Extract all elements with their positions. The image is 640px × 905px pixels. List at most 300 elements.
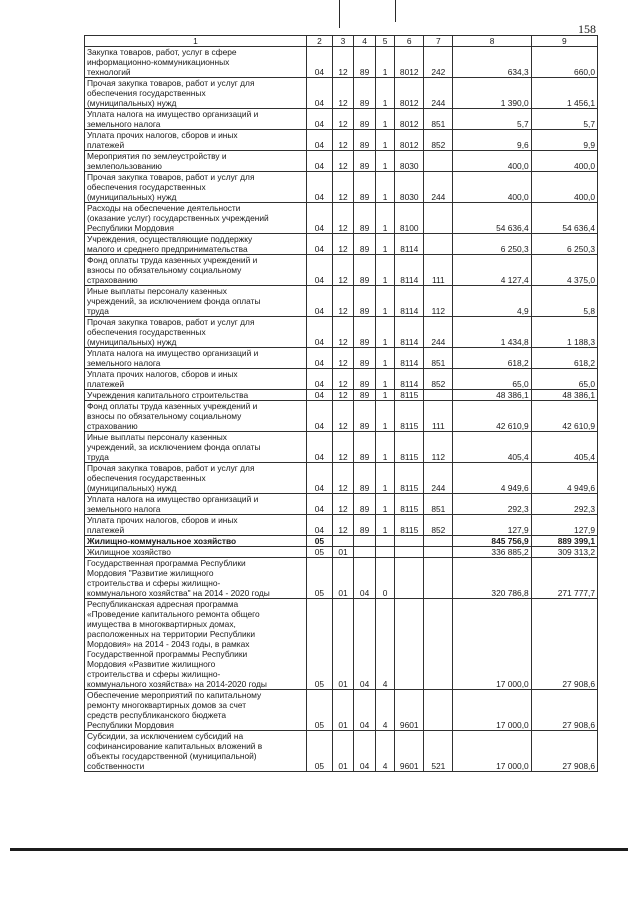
row-description (85, 390, 307, 401)
table-row (85, 317, 598, 348)
description-line: коммунального хозяйства" на 2014 - 2020 годы (87, 588, 270, 598)
code-c4: 89 (354, 286, 376, 317)
table-row (85, 286, 598, 317)
row-description (85, 369, 307, 390)
description-line: Прочая закупка товаров, работ и услуг для (87, 317, 255, 327)
row-description (85, 463, 307, 494)
code-c5: 1 (376, 432, 395, 463)
code-c5: 1 (376, 348, 395, 369)
code-c7 (424, 558, 453, 599)
code-c3: 12 (332, 494, 353, 515)
code-c5: 1 (376, 234, 395, 255)
code-c3: 12 (332, 348, 353, 369)
description-line: земельного налога (87, 358, 161, 368)
table-row (85, 390, 598, 401)
column-header: 7 (424, 36, 453, 47)
description-line: Уплата прочих налогов, сборов и иных (87, 130, 238, 140)
code-c2: 04 (306, 47, 332, 78)
row-description (85, 286, 307, 317)
code-c7: 852 (424, 130, 453, 151)
table-row (85, 130, 598, 151)
code-c3 (332, 536, 353, 547)
code-c4: 89 (354, 203, 376, 234)
description-line: софинансирование капитальных вложений в (87, 741, 263, 751)
code-c3: 12 (332, 463, 353, 494)
amount-c8: 9,6 (453, 130, 531, 151)
row-description (85, 78, 307, 109)
description-line: Прочая закупка товаров, работ и услуг для (87, 172, 255, 182)
code-c7: 244 (424, 463, 453, 494)
budget-table (84, 35, 598, 772)
code-c2: 05 (306, 731, 332, 772)
code-c7 (424, 547, 453, 558)
table-row (85, 690, 598, 731)
description-line: учреждений, за исключением фонда оплаты (87, 442, 261, 452)
description-line: «Проведение капитального ремонта общего (87, 609, 260, 619)
code-c7 (424, 599, 453, 690)
row-description (85, 599, 307, 690)
description-line: строительства и сферы жилищно- (87, 578, 221, 588)
column-header: 9 (531, 36, 597, 47)
code-c4: 89 (354, 130, 376, 151)
code-c4: 89 (354, 390, 376, 401)
row-description (85, 172, 307, 203)
code-c4: 89 (354, 432, 376, 463)
code-c6 (395, 599, 424, 690)
code-c6: 8114 (395, 348, 424, 369)
code-c6: 8115 (395, 401, 424, 432)
column-header: 6 (395, 36, 424, 47)
scan-mark-top-2 (395, 0, 396, 22)
code-c5: 1 (376, 130, 395, 151)
amount-c9: 27 908,6 (531, 690, 597, 731)
code-c6 (395, 536, 424, 547)
code-c5: 1 (376, 369, 395, 390)
column-header: 5 (376, 36, 395, 47)
row-description (85, 558, 307, 599)
amount-c9: 309 313,2 (531, 547, 597, 558)
code-c4: 89 (354, 109, 376, 130)
code-c4: 04 (354, 731, 376, 772)
code-c3: 12 (332, 255, 353, 286)
code-c7: 112 (424, 432, 453, 463)
amount-c9: 9,9 (531, 130, 597, 151)
code-c4: 89 (354, 348, 376, 369)
description-line: технологий (87, 67, 131, 77)
code-c4: 89 (354, 494, 376, 515)
code-c3: 12 (332, 432, 353, 463)
code-c7: 242 (424, 47, 453, 78)
amount-c8: 634,3 (453, 47, 531, 78)
code-c2: 04 (306, 286, 332, 317)
amount-c8: 48 386,1 (453, 390, 531, 401)
code-c6: 8114 (395, 286, 424, 317)
description-line: труда (87, 306, 109, 316)
code-c7: 112 (424, 286, 453, 317)
code-c3: 01 (332, 547, 353, 558)
description-line: Уплата налога на имущество организаций и (87, 494, 259, 504)
column-header: 4 (354, 36, 376, 47)
amount-c8: 54 636,4 (453, 203, 531, 234)
code-c6: 8030 (395, 151, 424, 172)
table-row (85, 172, 598, 203)
code-c6: 8115 (395, 432, 424, 463)
description-line: обеспечения государственных (87, 473, 206, 483)
amount-c9: 127,9 (531, 515, 597, 536)
page-bottom-rule (10, 848, 628, 851)
description-line: (муниципальных) нужд (87, 192, 177, 202)
row-description (85, 109, 307, 130)
row-description (85, 536, 307, 547)
code-c5: 1 (376, 47, 395, 78)
amount-c8: 4,9 (453, 286, 531, 317)
code-c4: 89 (354, 234, 376, 255)
code-c4: 89 (354, 78, 376, 109)
column-header: 8 (453, 36, 531, 47)
row-description (85, 255, 307, 286)
code-c7: 852 (424, 515, 453, 536)
code-c7: 852 (424, 369, 453, 390)
code-c4 (354, 536, 376, 547)
code-c2: 04 (306, 369, 332, 390)
code-c5: 1 (376, 463, 395, 494)
code-c4 (354, 547, 376, 558)
description-line: Мероприятия по землеустройству и (87, 151, 227, 161)
code-c2: 05 (306, 536, 332, 547)
amount-c9: 6 250,3 (531, 234, 597, 255)
description-line: земельного налога (87, 119, 161, 129)
description-line: Учреждения, осуществляющие поддержку (87, 234, 253, 244)
amount-c8: 17 000,0 (453, 731, 531, 772)
table-row (85, 401, 598, 432)
description-line: Мордовия "Развитие жилищного (87, 568, 214, 578)
code-c2: 04 (306, 255, 332, 286)
table-row (85, 515, 598, 536)
amount-c8: 17 000,0 (453, 599, 531, 690)
amount-c8: 65,0 (453, 369, 531, 390)
amount-c9: 271 777,7 (531, 558, 597, 599)
table-row (85, 536, 598, 547)
amount-c9: 54 636,4 (531, 203, 597, 234)
code-c6: 8012 (395, 130, 424, 151)
amount-c8: 4 949,6 (453, 463, 531, 494)
amount-c8: 1 434,8 (453, 317, 531, 348)
code-c5: 1 (376, 494, 395, 515)
amount-c9: 400,0 (531, 151, 597, 172)
code-c3: 12 (332, 401, 353, 432)
code-c5: 4 (376, 731, 395, 772)
code-c7 (424, 234, 453, 255)
description-line: взносы по обязательному социальному (87, 265, 242, 275)
table-row (85, 463, 598, 494)
description-line: Иные выплаты персоналу казенных (87, 432, 227, 442)
code-c7: 521 (424, 731, 453, 772)
code-c3: 12 (332, 317, 353, 348)
code-c2: 04 (306, 234, 332, 255)
code-c3: 01 (332, 690, 353, 731)
code-c2: 04 (306, 172, 332, 203)
amount-c9: 618,2 (531, 348, 597, 369)
code-c7: 851 (424, 109, 453, 130)
description-line: (оказание услуг) государственных учреждений (87, 213, 269, 223)
code-c5 (376, 536, 395, 547)
row-description (85, 348, 307, 369)
description-line: Республиканская адресная программа (87, 599, 239, 609)
code-c3: 12 (332, 515, 353, 536)
code-c7 (424, 151, 453, 172)
amount-c9: 405,4 (531, 432, 597, 463)
description-line: (муниципальных) нужд (87, 483, 177, 493)
row-description (85, 151, 307, 172)
code-c5: 4 (376, 690, 395, 731)
amount-c9: 660,0 (531, 47, 597, 78)
code-c7 (424, 203, 453, 234)
description-line: обеспечения государственных (87, 88, 206, 98)
row-description (85, 401, 307, 432)
amount-c9: 400,0 (531, 172, 597, 203)
header-row (85, 36, 598, 47)
amount-c8: 4 127,4 (453, 255, 531, 286)
code-c6: 8115 (395, 515, 424, 536)
code-c5: 1 (376, 109, 395, 130)
code-c5: 1 (376, 390, 395, 401)
description-line: труда (87, 452, 109, 462)
code-c2: 04 (306, 78, 332, 109)
description-line: имущества в многоквартирных домах, (87, 619, 236, 629)
code-c2: 04 (306, 317, 332, 348)
code-c2: 04 (306, 151, 332, 172)
table-row (85, 731, 598, 772)
code-c3: 12 (332, 203, 353, 234)
code-c2: 04 (306, 109, 332, 130)
code-c3: 12 (332, 286, 353, 317)
code-c2: 05 (306, 690, 332, 731)
row-description (85, 432, 307, 463)
code-c6: 8115 (395, 390, 424, 401)
row-description (85, 515, 307, 536)
description-line: (муниципальных) нужд (87, 98, 177, 108)
code-c6: 8114 (395, 369, 424, 390)
code-c3: 01 (332, 731, 353, 772)
code-c3: 12 (332, 78, 353, 109)
code-c4: 89 (354, 463, 376, 494)
table-row (85, 78, 598, 109)
description-line: Государственной программы Республики (87, 649, 248, 659)
amount-c8: 1 390,0 (453, 78, 531, 109)
table-row (85, 494, 598, 515)
code-c6: 9601 (395, 731, 424, 772)
description-line: Обеспечение мероприятий по капитальному (87, 690, 262, 700)
code-c2: 04 (306, 130, 332, 151)
code-c5: 1 (376, 172, 395, 203)
code-c6: 8030 (395, 172, 424, 203)
code-c6: 9601 (395, 690, 424, 731)
table-row (85, 558, 598, 599)
row-description (85, 731, 307, 772)
amount-c8: 292,3 (453, 494, 531, 515)
amount-c8: 618,2 (453, 348, 531, 369)
code-c4: 04 (354, 558, 376, 599)
code-c2: 04 (306, 203, 332, 234)
description-line: Жилищно-коммунальное хозяйство (87, 536, 237, 546)
row-description (85, 494, 307, 515)
code-c4: 89 (354, 47, 376, 78)
code-c6: 8115 (395, 463, 424, 494)
code-c6 (395, 558, 424, 599)
description-line: обеспечения государственных (87, 182, 206, 192)
code-c7: 111 (424, 255, 453, 286)
row-description (85, 234, 307, 255)
table-row (85, 369, 598, 390)
code-c2: 05 (306, 547, 332, 558)
description-line: Субсидии, за исключением субсидий на (87, 731, 244, 741)
code-c4: 89 (354, 317, 376, 348)
code-c2: 04 (306, 390, 332, 401)
amount-c8: 320 786,8 (453, 558, 531, 599)
code-c6: 8012 (395, 47, 424, 78)
description-line: средств республиканского бюджета (87, 710, 227, 720)
row-description (85, 203, 307, 234)
table-row (85, 255, 598, 286)
description-line: Мордовия» на 2014 - 2043 годы, в рамках (87, 639, 250, 649)
code-c6 (395, 547, 424, 558)
description-line: строительства и сферы жилищно- (87, 669, 221, 679)
code-c6: 8115 (395, 494, 424, 515)
code-c7: 244 (424, 172, 453, 203)
description-line: Государственная программа Республики (87, 558, 246, 568)
code-c7 (424, 536, 453, 547)
scan-mark-top (339, 0, 340, 28)
code-c3: 01 (332, 599, 353, 690)
code-c6: 8012 (395, 109, 424, 130)
description-line: обеспечения государственных (87, 327, 206, 337)
code-c6: 8114 (395, 234, 424, 255)
amount-c9: 889 399,1 (531, 536, 597, 547)
amount-c8: 845 756,9 (453, 536, 531, 547)
description-line: взносы по обязательному социальному (87, 411, 242, 421)
code-c5: 1 (376, 151, 395, 172)
code-c3: 12 (332, 369, 353, 390)
description-line: платежей (87, 525, 125, 535)
description-line: землепользованию (87, 161, 162, 171)
table-row (85, 203, 598, 234)
code-c5: 1 (376, 515, 395, 536)
table-row (85, 234, 598, 255)
amount-c8: 336 885,2 (453, 547, 531, 558)
amount-c8: 400,0 (453, 172, 531, 203)
amount-c8: 17 000,0 (453, 690, 531, 731)
description-line: Уплата налога на имущество организаций и (87, 348, 259, 358)
description-line: Учреждения капитального строительства (87, 390, 249, 400)
description-line: Прочая закупка товаров, работ и услуг для (87, 463, 255, 473)
description-line: земельного налога (87, 504, 161, 514)
code-c3: 12 (332, 130, 353, 151)
amount-c8: 405,4 (453, 432, 531, 463)
row-description (85, 690, 307, 731)
code-c3: 12 (332, 151, 353, 172)
description-line: информационно-коммуникационных (87, 57, 230, 67)
code-c4: 89 (354, 515, 376, 536)
table-row (85, 432, 598, 463)
table-row (85, 348, 598, 369)
code-c5: 1 (376, 317, 395, 348)
code-c5: 1 (376, 78, 395, 109)
code-c7: 851 (424, 348, 453, 369)
code-c7 (424, 390, 453, 401)
code-c3: 12 (332, 172, 353, 203)
table-body (85, 36, 598, 772)
amount-c9: 65,0 (531, 369, 597, 390)
amount-c8: 400,0 (453, 151, 531, 172)
code-c4: 89 (354, 255, 376, 286)
table-row (85, 47, 598, 78)
row-description (85, 547, 307, 558)
amount-c9: 42 610,9 (531, 401, 597, 432)
code-c5: 1 (376, 401, 395, 432)
amount-c9: 48 386,1 (531, 390, 597, 401)
description-line: Расходы на обеспечение деятельности (87, 203, 241, 213)
code-c3: 01 (332, 558, 353, 599)
column-header: 2 (306, 36, 332, 47)
description-line: ремонту многоквартирных домов за счет (87, 700, 247, 710)
amount-c9: 27 908,6 (531, 599, 597, 690)
description-line: Фонд оплаты труда казенных учреждений и (87, 401, 258, 411)
code-c7: 111 (424, 401, 453, 432)
code-c4: 04 (354, 690, 376, 731)
code-c7: 244 (424, 78, 453, 109)
amount-c9: 27 908,6 (531, 731, 597, 772)
code-c4: 89 (354, 369, 376, 390)
code-c2: 04 (306, 463, 332, 494)
page-number: 158 (578, 22, 596, 36)
description-line: платежей (87, 379, 125, 389)
description-line: учреждений, за исключением фонда оплаты (87, 296, 261, 306)
code-c2: 05 (306, 599, 332, 690)
code-c2: 05 (306, 558, 332, 599)
amount-c9: 1 456,1 (531, 78, 597, 109)
table-row (85, 599, 598, 690)
description-line: Прочая закупка товаров, работ и услуг для (87, 78, 255, 88)
row-description (85, 317, 307, 348)
column-header: 3 (332, 36, 353, 47)
description-line: (муниципальных) нужд (87, 337, 177, 347)
code-c5: 1 (376, 203, 395, 234)
code-c3: 12 (332, 390, 353, 401)
description-line: Закупка товаров, работ, услуг в сфере (87, 47, 237, 57)
amount-c8: 5,7 (453, 109, 531, 130)
code-c4: 89 (354, 401, 376, 432)
code-c5: 1 (376, 255, 395, 286)
description-line: Уплата налога на имущество организаций и (87, 109, 259, 119)
amount-c9: 292,3 (531, 494, 597, 515)
code-c6: 8114 (395, 255, 424, 286)
description-line: малого и среднего предпринимательства (87, 244, 248, 254)
code-c7: 244 (424, 317, 453, 348)
column-header: 1 (85, 36, 307, 47)
code-c2: 04 (306, 401, 332, 432)
amount-c9: 5,7 (531, 109, 597, 130)
table-row (85, 547, 598, 558)
amount-c9: 4 949,6 (531, 463, 597, 494)
code-c6: 8100 (395, 203, 424, 234)
code-c3: 12 (332, 109, 353, 130)
code-c7: 851 (424, 494, 453, 515)
code-c7 (424, 690, 453, 731)
code-c5 (376, 547, 395, 558)
description-line: коммунального хозяйства» на 2014-2020 годы (87, 679, 267, 689)
amount-c8: 6 250,3 (453, 234, 531, 255)
description-line: Республики Мордовия (87, 720, 174, 730)
